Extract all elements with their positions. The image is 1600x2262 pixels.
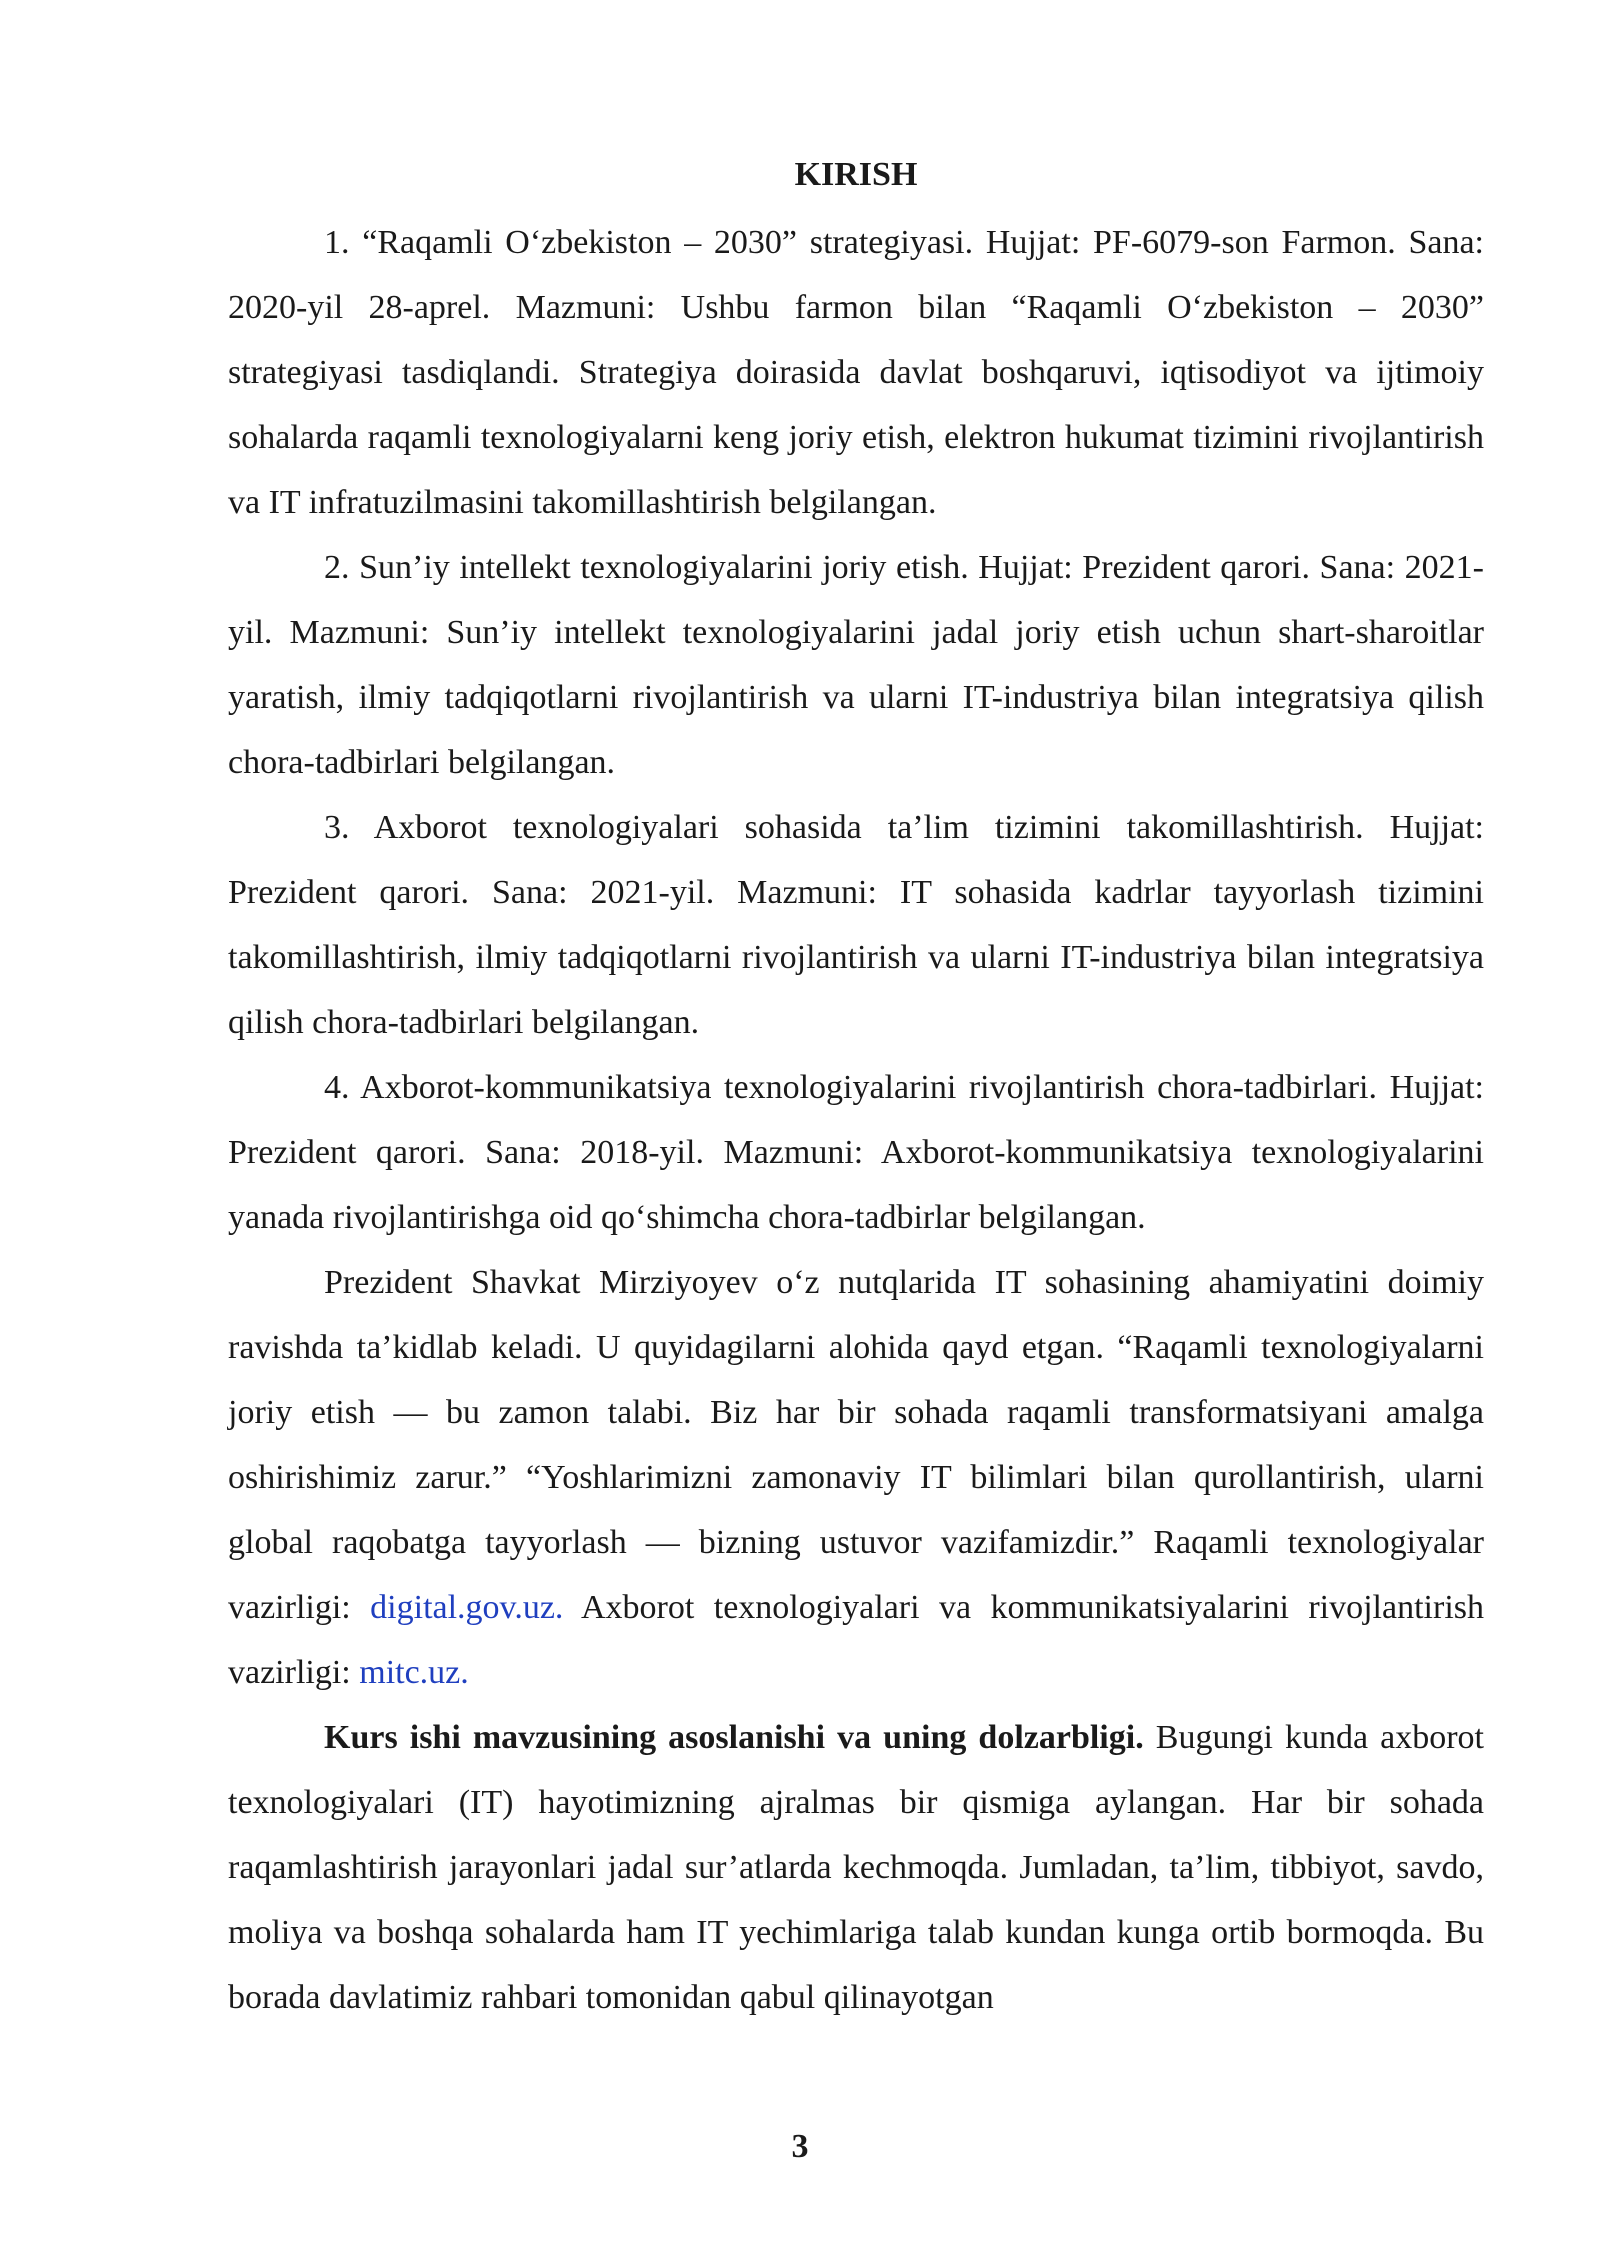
rationale-text: Bugungi kunda axborot texnologiyalari (IT) hayotimizning ajralmas bir qismiga aylangan. Har bir sohada raqamlashtirish jarayonlari jadal sur’atlarda kechmoqda. Jumladan, ta’lim, tibbiyot, savdo, moliya va boshqa sohalarda ham IT yechimlariga talab kundan kunga ortib bormoqda. Bu borada davlatimiz rahbari tomonidan qabul qilinayotgan <box>228 1719 1484 2016</box>
digital-gov-link[interactable]: digital.gov.uz. <box>370 1589 564 1626</box>
rationale-bold-lead: Kurs ishi mavzusining asoslanishi va uning dolzarbligi. <box>324 1719 1144 1756</box>
paragraph-3: 3. Axborot texnologiyalari sohasida ta’lim tizimini takomillashtirish. Hujjat: Prezident qarori. Sana: 2021-yil. Mazmuni: IT sohasida kadrlar tayyorlash tizimini takomillashtirish, ilmiy tadqiqotlarni rivojlantirish va ularni IT-industriya bilan integratsiya qilish chora-tadbirlari belgilangan. <box>228 809 1484 1041</box>
president-text: Prezident Shavkat Mirziyoyev o‘z nutqlarida IT sohasining ahamiyatini doimiy ravishda ta’kidlab keladi. U quyidagilarni alohida qayd etgan. “Raqamli texnologiyalarni joriy etish — bu zamon talabi. Biz har bir sohada raqamli transformatsiyani amalga oshirishimiz zarur.” “Yoshlarimizni zamonaviy IT bilimlari bilan qurollantirish, ularni global raqobatga tayyorlash — bizning ustuvor vazifamizdir.” Raqamli texnologiyalar vazirligi: <box>228 1264 1484 1626</box>
mitc-link[interactable]: mitc.uz. <box>359 1654 469 1691</box>
page-content <box>228 150 1484 2030</box>
paragraph-1: 1. “Raqamli O‘zbekiston – 2030” strategiyasi. Hujjat: PF-6079-son Farmon. Sana: 2020-yil 28-aprel. Mazmuni: Ushbu farmon bilan “Raqamli O‘zbekiston – 2030” strategiyasi tasdiqlandi. Strategiya doirasida davlat boshqaruvi, iqtisodiyot va ijtimoiy sohalarda raqamli texnologiyalarni keng joriy etish, elektron hukumat tizimini rivojlantirish va IT infratuzilmasini takomillashtirish belgilangan. <box>228 224 1484 521</box>
page-number: 3 <box>791 2128 809 2165</box>
rationale-paragraph <box>228 1705 1484 2030</box>
paragraph-4: 4. Axborot-kommunikatsiya texnologiyalarini rivojlantirish chora-tadbirlari. Hujjat: Prezident qarori. Sana: 2018-yil. Mazmuni: Axborot-kommunikatsiya texnologiyalarini yanada rivojlantirishga oid qo‘shimcha chora-tadbirlar belgilangan. <box>228 1069 1484 1236</box>
ministry-text: Axborot texnologiyalari va kommunikatsiyalarini rivojlantirish vazirligi: <box>228 1589 1484 1691</box>
section-heading: KIRISH <box>794 156 918 193</box>
paragraph-2: 2. Sun’iy intellekt texnologiyalarini joriy etish. Hujjat: Prezident qarori. Sana: 2021-yil. Mazmuni: Sun’iy intellekt texnologiyalarini jadal joriy etish uchun shart-sharoitlar yaratish, ilmiy tadqiqotlarni rivojlantirish va ularni IT-industriya bilan integratsiya qilish chora-tadbirlari belgilangan. <box>228 549 1484 781</box>
president-paragraph <box>228 1250 1484 1705</box>
